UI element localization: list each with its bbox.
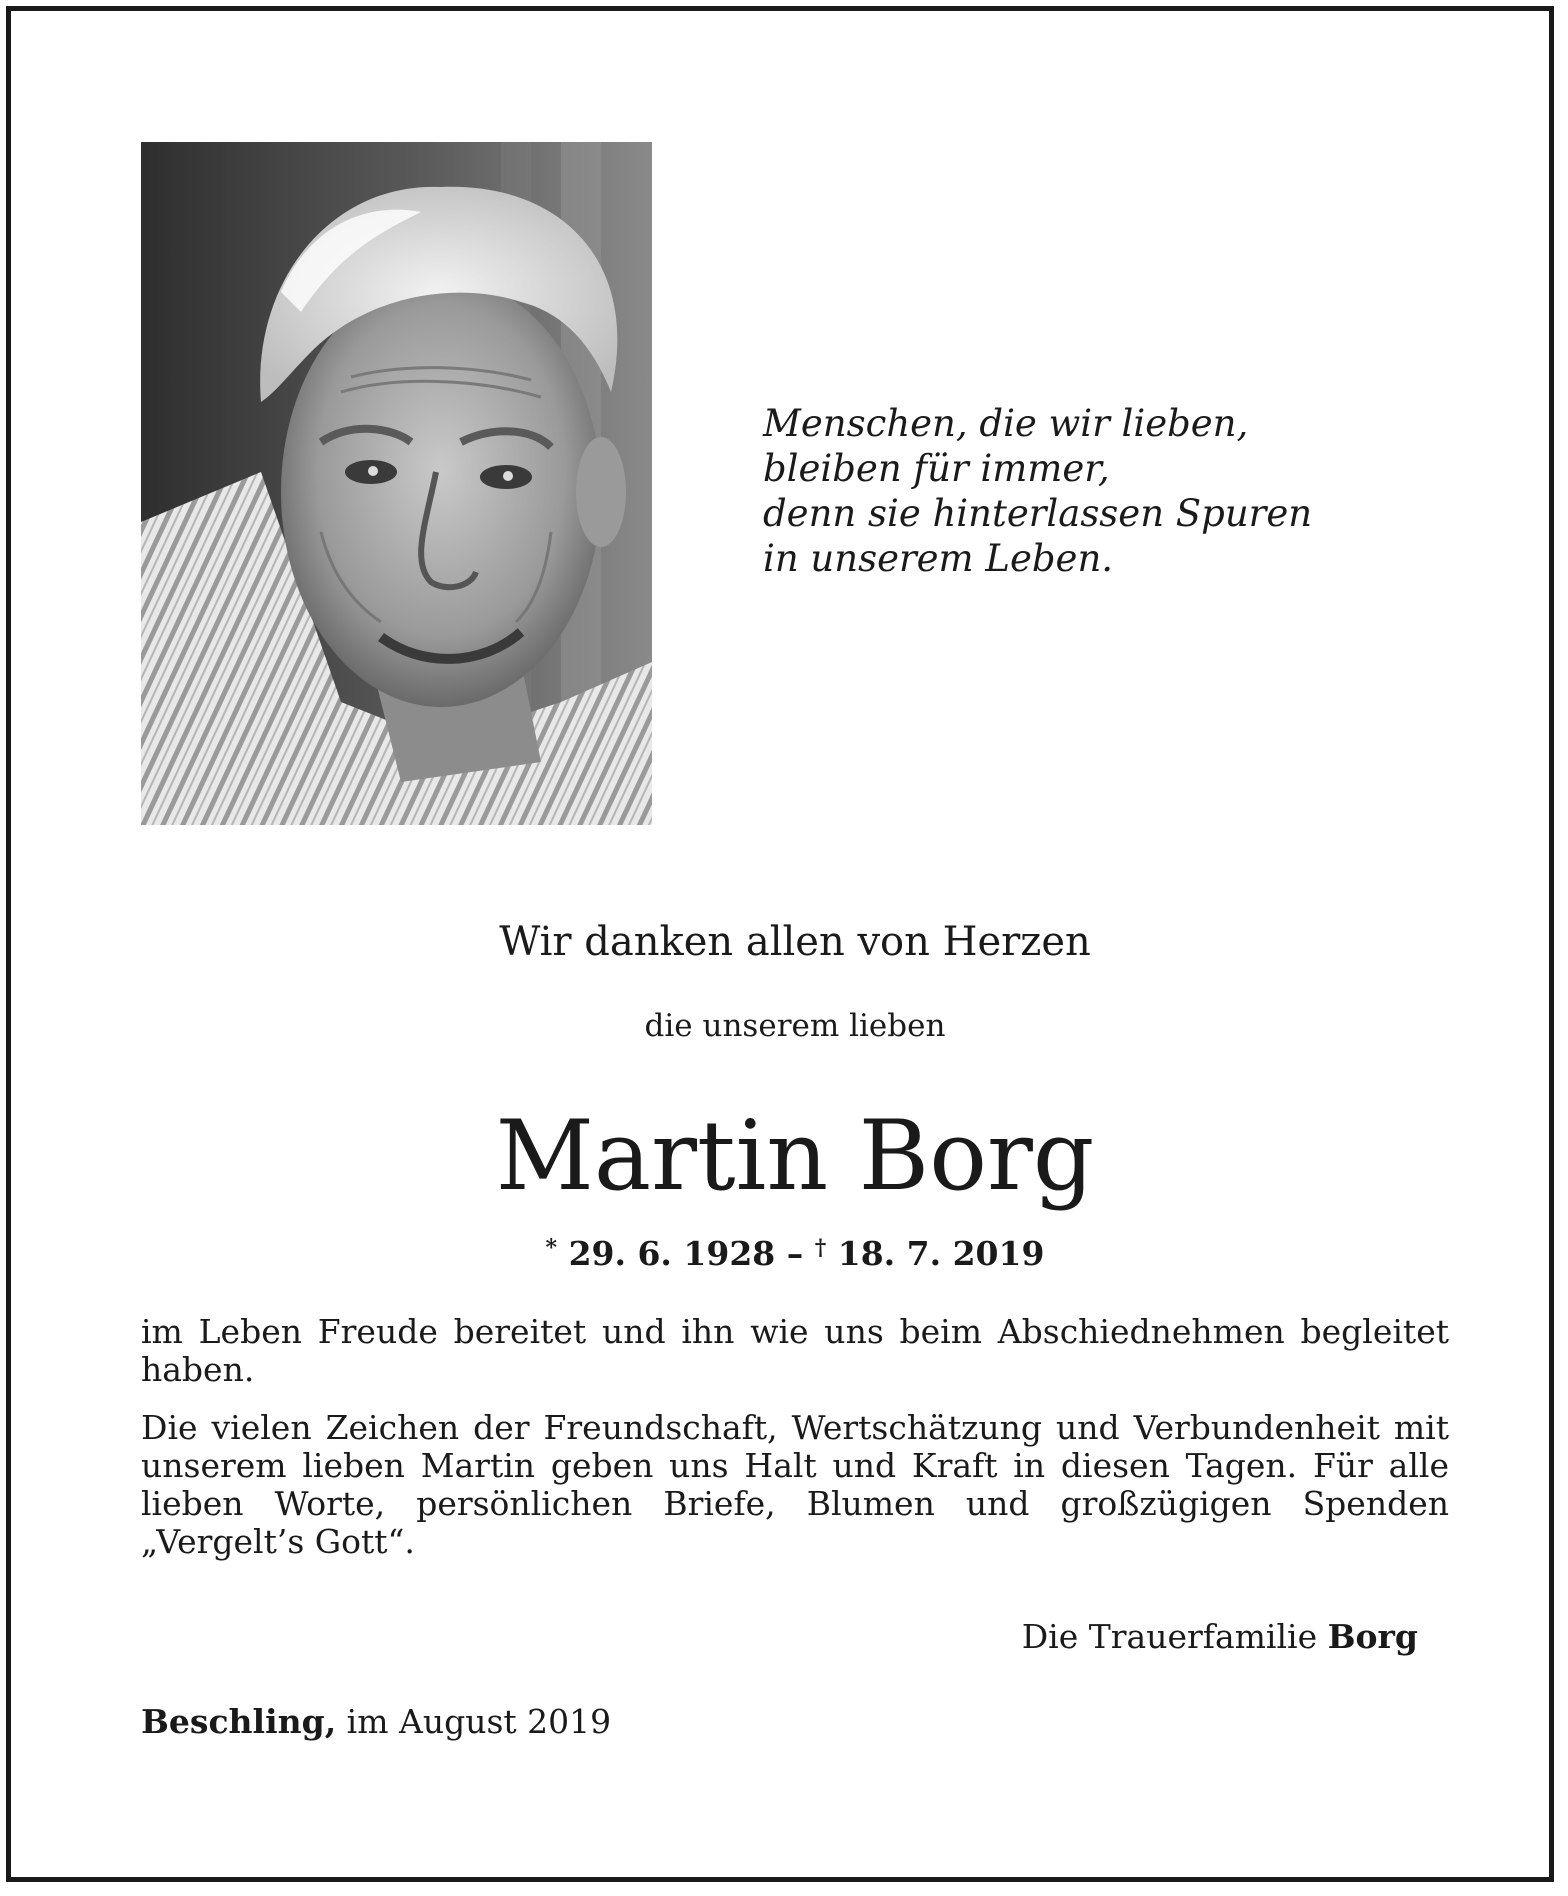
thanks-heading: Wir danken allen von Herzen bbox=[499, 919, 1091, 965]
signature-family: Borg bbox=[1327, 1617, 1418, 1656]
deceased-name: Martin Borg bbox=[495, 1100, 1095, 1212]
portrait-photo bbox=[141, 142, 652, 825]
death-symbol: † bbox=[814, 1235, 827, 1261]
place-date: im August 2019 bbox=[336, 1702, 612, 1741]
quote-line-1: Menschen, die wir lieben, bbox=[763, 402, 1249, 445]
death-date: 18. 7. 2019 bbox=[837, 1234, 1045, 1273]
place-and-date bbox=[141, 1701, 611, 1743]
quote-line-3: denn sie hinterlassen Spuren bbox=[763, 492, 1313, 535]
quote-line-2: bleiben für immer, bbox=[763, 447, 1110, 490]
date-separator: – bbox=[775, 1234, 815, 1273]
memorial-quote bbox=[763, 401, 1313, 581]
life-dates bbox=[141, 1226, 1449, 1276]
thanks-subheading: die unserem lieben bbox=[644, 1008, 946, 1044]
body-paragraph-2: Die vielen Zeichen der Freundschaft, Wertschätzung und Verbundenheit mit unserem lieben Martin geben uns Halt und Kraft in diesen Tagen. Für alle lieben Worte, persönlichen Briefe, Blumen und großzügigen Spenden „Vergelt’s Gott“. bbox=[141, 1408, 1449, 1561]
obituary-frame bbox=[6, 6, 1554, 1882]
birth-date: 29. 6. 1928 bbox=[568, 1234, 776, 1273]
birth-symbol: * bbox=[545, 1235, 558, 1261]
portrait-image bbox=[141, 142, 652, 825]
body-paragraph-1: im Leben Freude bereitet und ihn wie uns beim Abschiednehmen begleitet haben. bbox=[141, 1312, 1449, 1389]
place-town: Beschling, bbox=[141, 1702, 337, 1741]
signature-prefix: Die Trauerfamilie bbox=[1021, 1617, 1328, 1656]
quote-line-4: in unserem Leben. bbox=[763, 537, 1114, 580]
signature bbox=[1022, 1616, 1418, 1658]
